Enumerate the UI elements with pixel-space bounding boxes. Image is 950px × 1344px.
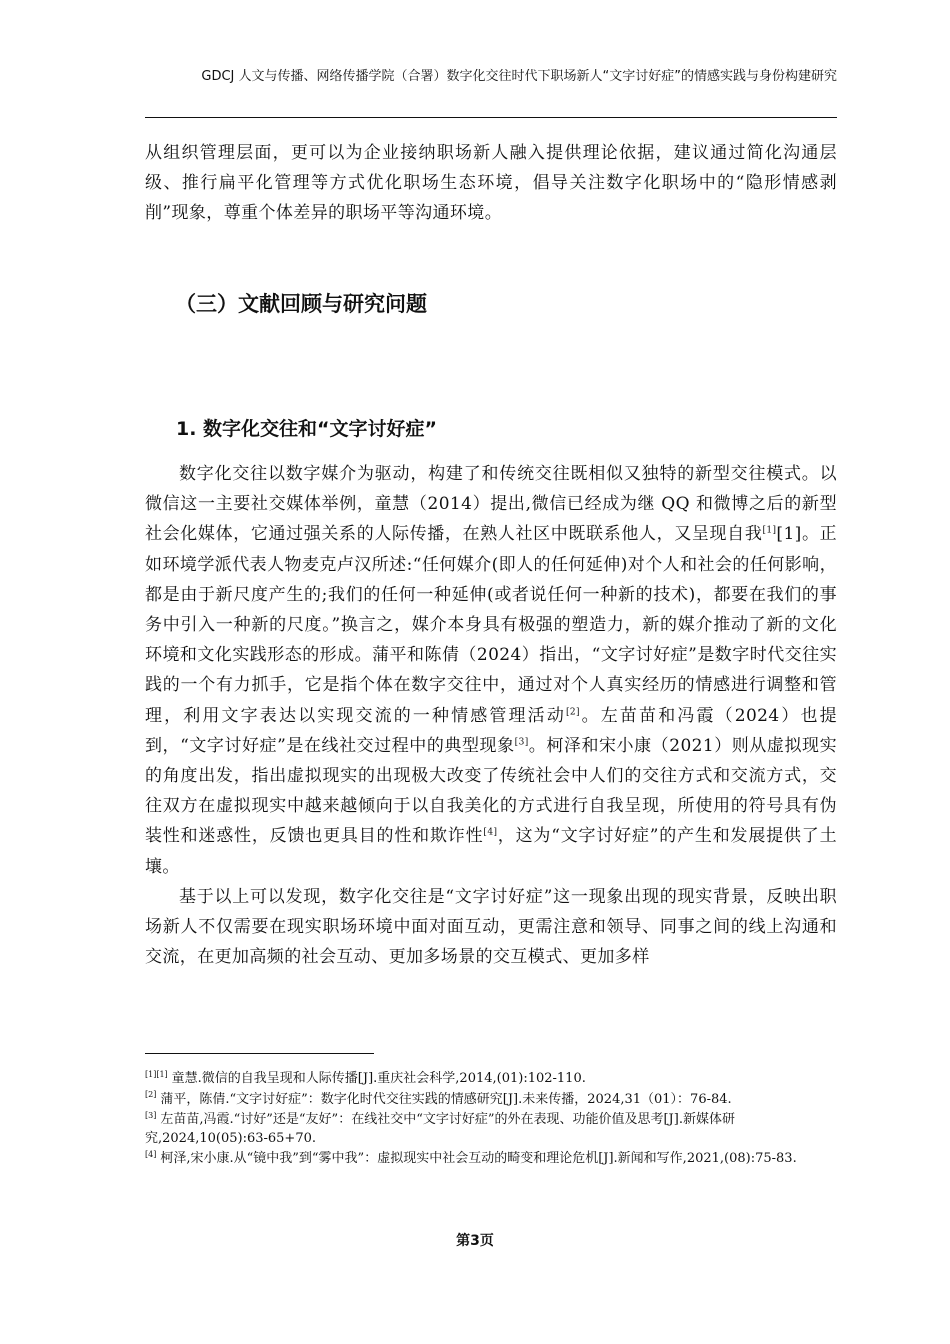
section-heading: （三）文献回顾与研究问题 <box>175 292 427 316</box>
paragraph-text: 。左苗苗和冯霞（2024）也提到，“文字讨好症”是在线社交过程中的典型现象 <box>145 705 837 756</box>
citation-marker: [3] <box>514 737 529 748</box>
page-number: 第3页 <box>456 1233 494 1249</box>
footnote-text: 童慧.微信的自我呈现和人际传播[J].重庆社会科学,2014,(01):102-110. <box>171 1071 586 1086</box>
paragraph-text: 。柯泽和宋小康（2021）则从虚拟现实的角度出发，指出虚拟现实的出现极大改变了传统社会中人们的交往方式和交流方式，交往双方在虚拟现实中越来越倾向于以自我美化的方式进行自我呈现，所使用的符号具有伪装性和迷惑性，反馈也更具目的性和欺诈性 <box>145 735 837 847</box>
footnote-item <box>145 1091 837 1110</box>
main-text-block <box>145 459 837 972</box>
footnote-divider <box>145 1053 374 1054</box>
footnote-mark: [2] <box>145 1090 157 1100</box>
paragraph-text: 数字化交往以数字媒介为驱动，构建了和传统交往既相似又独特的新型交往模式。以微信这一主要社交媒体举例，童慧（2014）提出,微信已经成为继 QQ 和微博之后的新型社会化媒体，它通过强关系的人际传播，在熟人社区中既联系他人，又呈现自我 <box>145 464 837 545</box>
paragraph-text: ，这为“文字讨好症”的产生和发展提供了土壤。 <box>145 826 837 877</box>
intro-paragraph-block <box>145 138 837 229</box>
footnote-item <box>145 1111 837 1148</box>
footnote-mark: [1][1] <box>145 1069 168 1079</box>
paragraph-digital-interaction <box>145 459 837 882</box>
footnote-mark: [3] <box>145 1110 157 1120</box>
citation-marker: [1] <box>762 525 777 536</box>
footnote-item <box>145 1150 837 1169</box>
subsection-heading: 1. 数字化交往和“文字讨好症” <box>176 418 438 440</box>
footnote-mark: [4] <box>145 1149 157 1159</box>
paragraph-summary: 基于以上可以发现，数字化交往是“文字讨好症”这一现象出现的现实背景，反映出职场新人不仅需要在现实职场环境中面对面互动，更需注意和领导、同事之间的线上沟通和交流，在更加高频的社会互动、更加多场景的交互模式、更加多样 <box>145 886 837 968</box>
header-divider <box>145 117 837 118</box>
running-header: GDCJ 人文与传播、网络传播学院（合署）数字化交往时代下职场新人“文字讨好症”的情感实践与身份构建研究 <box>201 69 837 84</box>
footnote-text: 柯泽,宋小康.从“镜中我”到“雾中我”：虚拟现实中社会互动的畸变和理论危机[J].新闻和写作,2021,(08):75-83. <box>160 1151 797 1166</box>
footnotes <box>145 1070 837 1171</box>
footnote-text: 左苗苗,冯霞.“讨好”还是“友好”：在线社交中“文字讨好症”的外在表现、功能价值及思考[J].新媒体研究,2024,10(05):63-65+70. <box>145 1112 735 1146</box>
citation-marker: [2] <box>565 706 580 717</box>
citation-marker: [4] <box>483 827 498 838</box>
footnote-text: 蒲平，陈倩.“文字讨好症”：数字化时代交往实践的情感研究[J].未来传播，2024,31（01）：76-84. <box>160 1091 732 1107</box>
intro-paragraph: 从组织管理层面，更可以为企业接纳职场新人融入提供理论依据，建议通过简化沟通层级、推行扁平化管理等方式优化职场生态环境，倡导关注数字化职场中的“隐形情感剥削”现象，尊重个体差异的职场平等沟通环境。 <box>145 143 837 224</box>
paragraph-text: [1]。正如环境学派代表人物麦克卢汉所述:“任何媒介(即人的任何延伸)对个人和社会的任何影响，都是由于新尺度产生的;我们的任何一种延伸(或者说任何一种新的技术)，都要在我们的事务中引入一种新的尺度。”换言之，媒介本身具有极强的塑造力，新的媒介推动了新的文化环境和文化实践形态的形成。蒲平和陈倩（2024）指出，“文字讨好症”是数字时代交往实践的一个有力抓手，它是指个体在数字交往中，通过对个人真实经历的情感进行调整和管理，利用文字表达以实现交流的一种情感管理活动 <box>145 524 837 726</box>
footnote-item <box>145 1070 837 1089</box>
